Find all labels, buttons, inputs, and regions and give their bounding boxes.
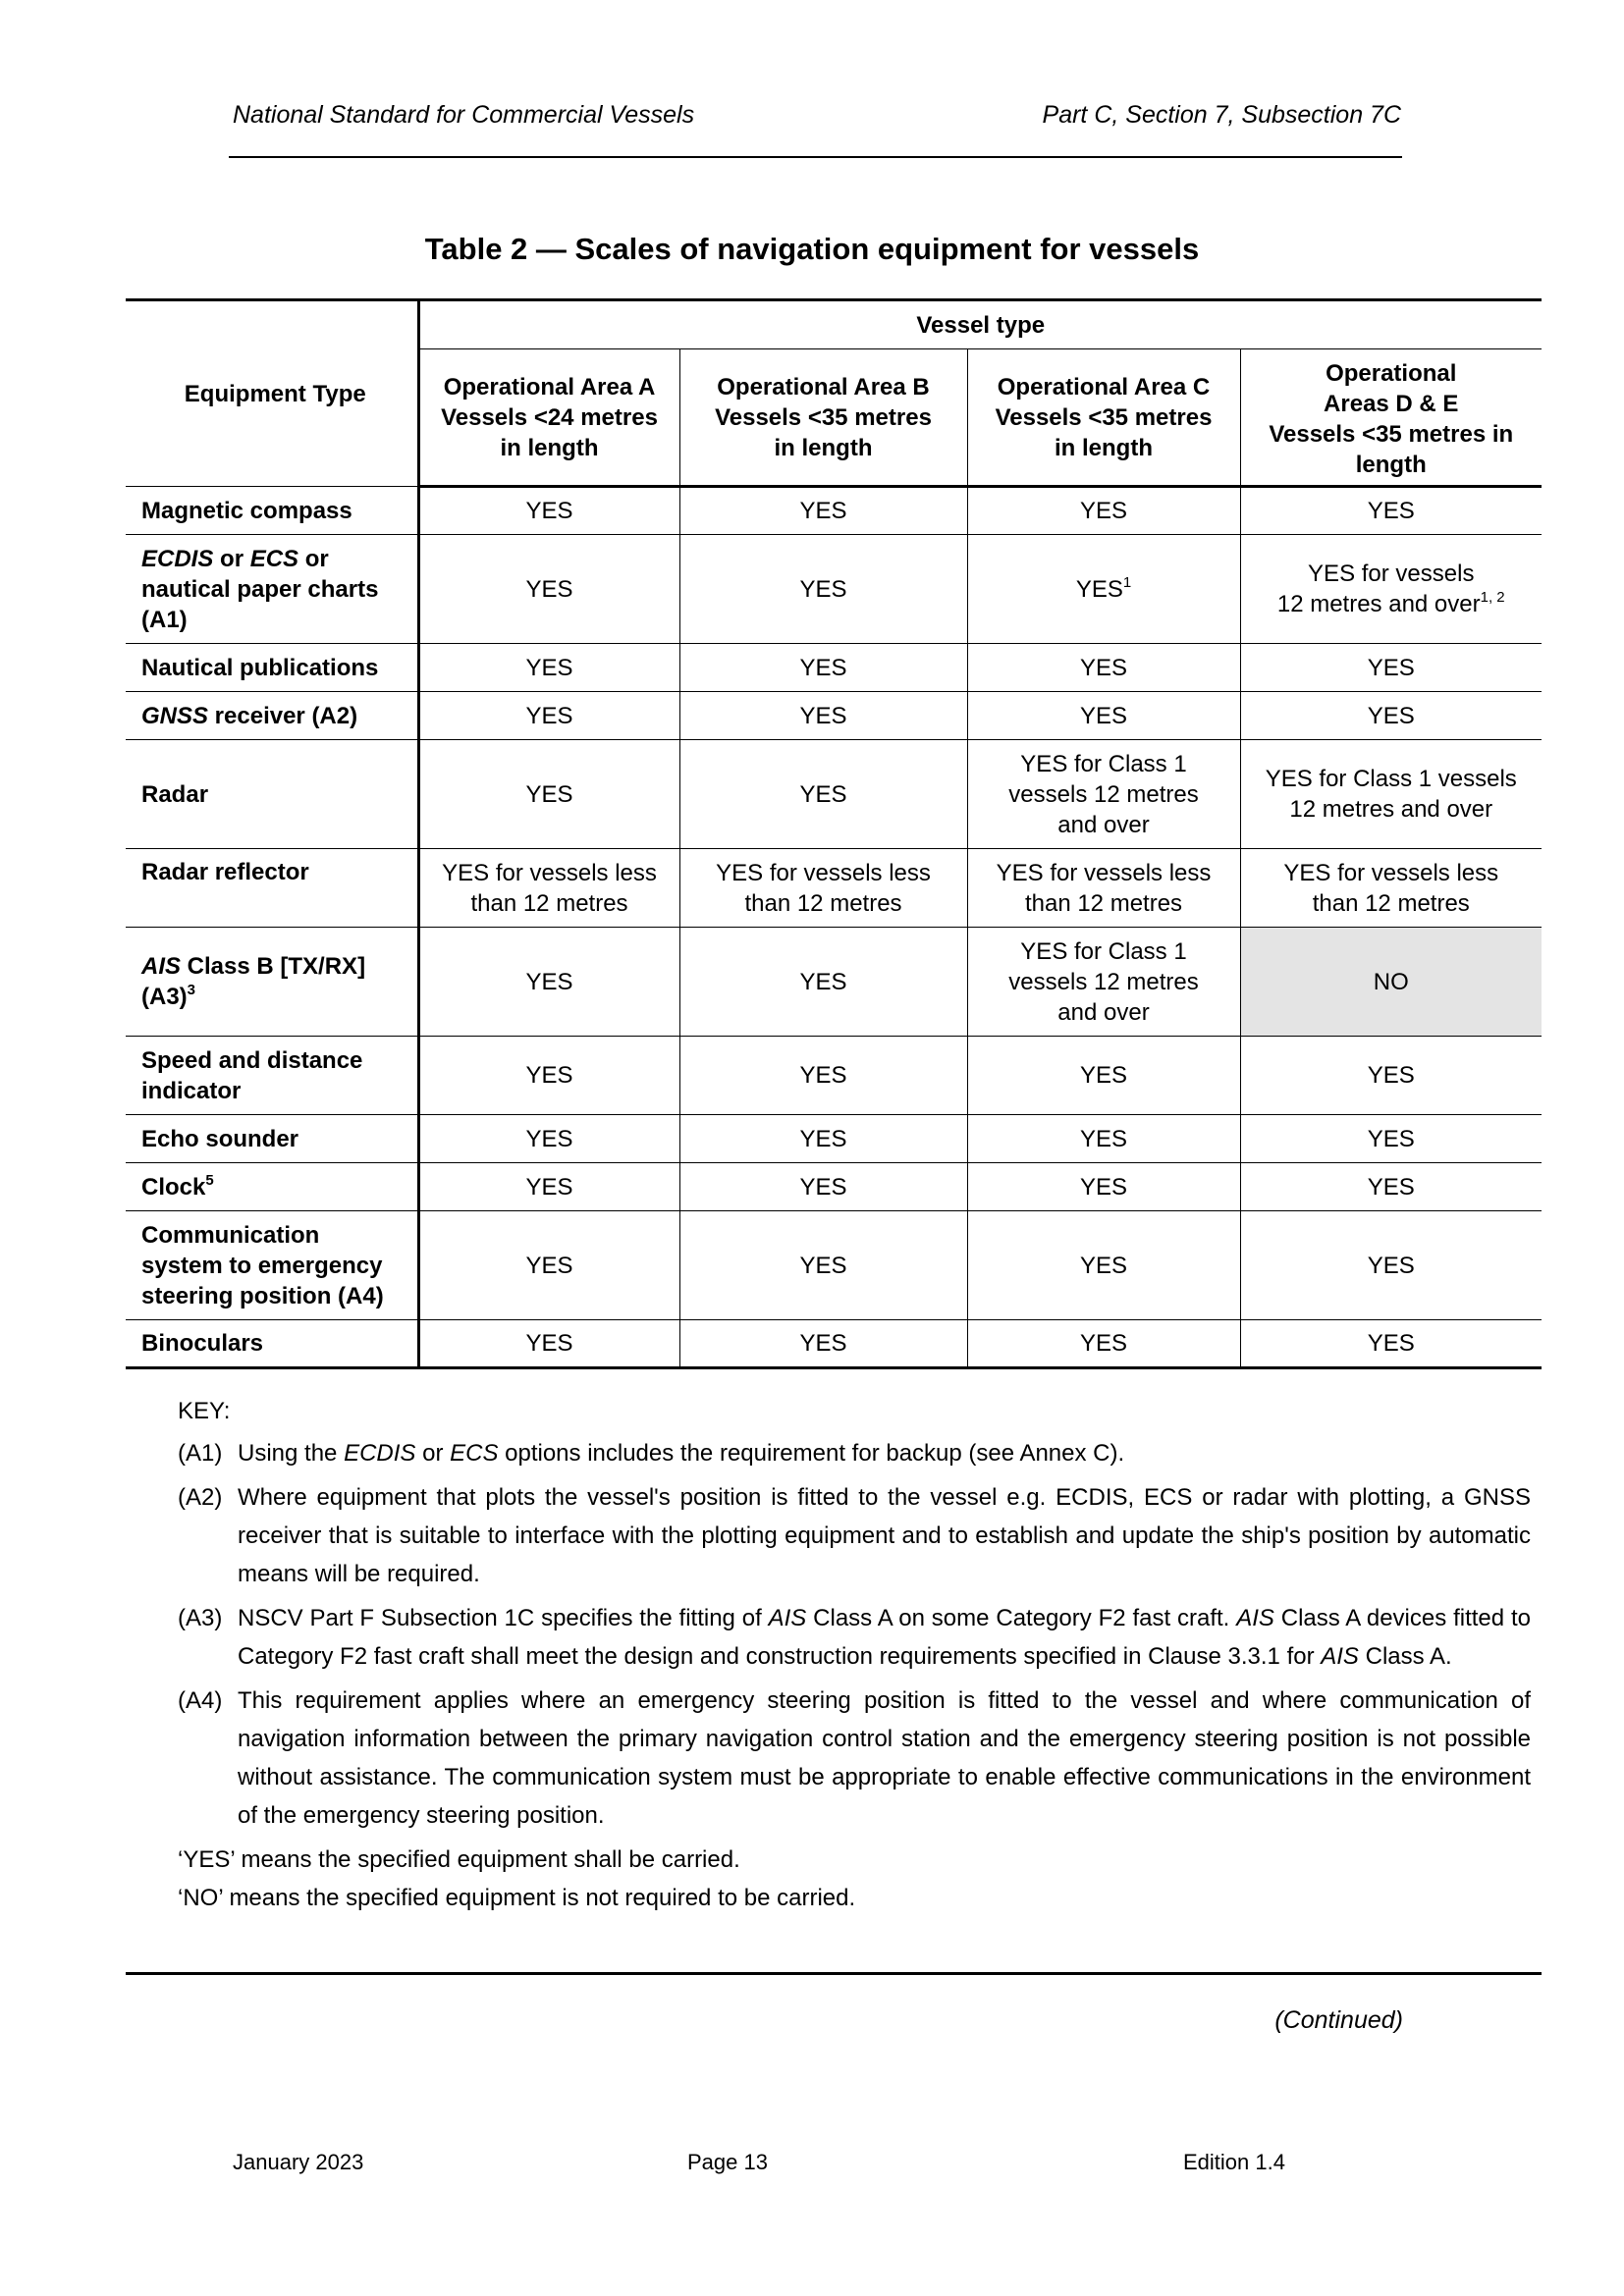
cell-area-c: YES [967,692,1240,740]
table-row [126,740,1542,849]
table-title: Table 2 — Scales of navigation equipment for vessels [424,232,1200,266]
cell-area-d-e: YES for vessels 12 metres and over$^{1, 2}$ [1240,535,1542,644]
header-divider [229,156,1402,158]
cell-area-d-e: YES for Class 1 vessels 12 metres and over [1240,740,1542,849]
cell-area-c: YES [967,1115,1240,1163]
cell-area-a: YES [418,644,679,692]
cell-area-a: YES [418,487,679,535]
table-row [126,644,1542,692]
cell-area-b: YES [679,692,967,740]
cell-area-b: YES [679,1115,967,1163]
key-item-a3: (A3) NSCV Part F Subsection 1C specifies the fitting of AIS Class A on some Category F2 fast craft. AIS Class A devices fitted to Category F2 fast craft shall meet the design and construction requirements specified in Clause 3.3.1 for AIS Class A. [178,1605,1531,1670]
cell-area-d-e: YES [1240,487,1542,535]
cell-area-a: YES [418,1320,679,1368]
table-row [126,535,1542,644]
row-label: Nautical publications [126,644,418,692]
cell-area-d-e: YES [1240,1320,1542,1368]
table-row [126,1163,1542,1211]
cell-area-d-e: YES [1240,644,1542,692]
cell-area-c: YES for vessels less than 12 metres [967,849,1240,928]
table-row [126,1211,1542,1320]
table-row [126,1115,1542,1163]
row-label: Radar reflector [126,849,418,928]
continued-note: (Continued) [1274,2006,1403,2034]
table-row [126,849,1542,928]
cell-area-d-e: YES [1240,1163,1542,1211]
cell-area-b: YES [679,535,967,644]
navigation-equipment-table [126,298,1542,1369]
row-label: Echo sounder [126,1115,418,1163]
row-label: Speed and distance indicator [126,1037,418,1115]
cell-area-b: YES for vessels less than 12 metres [679,849,967,928]
cell-area-a: YES [418,928,679,1037]
table-key [178,1392,1531,1917]
running-header-section: Part C, Section 7, Subsection 7C [1042,101,1401,129]
cell-area-a: YES for vessels less than 12 metres [418,849,679,928]
table-row [126,928,1542,1037]
cell-area-b: YES [679,487,967,535]
cell-area-c: YES [967,1211,1240,1320]
row-label: ECDIS or ECS or nautical paper charts (A1) [126,535,418,644]
footer-edition: Edition 1.4 [1183,2150,1285,2174]
row-label: Communication system to emergency steering position (A4) [126,1211,418,1320]
cell-area-d-e: YES [1240,692,1542,740]
cell-area-b: YES [679,1163,967,1211]
cell-area-a: YES [418,535,679,644]
cell-area-c: YES [967,487,1240,535]
key-yes-definition: ‘YES’ means the specified equipment shall be carried. [178,1846,740,1873]
key-title: KEY: [178,1398,231,1424]
cell-area-c: YES [967,1163,1240,1211]
row-label: Binoculars [126,1320,418,1368]
footer-date: January 2023 [233,2150,364,2174]
table-row [126,692,1542,740]
cell-area-a: YES [418,1211,679,1320]
cell-area-c: YES [967,1320,1240,1368]
cell-area-a: YES [418,1037,679,1115]
key-item-a4: (A4) This requirement applies where an emergency steering position is fitted to the vessel and where communication of navigation information between the primary navigation control station and the emergency steering position is not possible without assistance. The communication system must be appropriate to enable effective communications in the environment of the emergency steering position. [178,1687,1531,1829]
cell-area-c: YES for Class 1 vessels 12 metres and over [967,740,1240,849]
cell-area-b: YES [679,740,967,849]
cell-area-a: YES [418,1115,679,1163]
cell-area-b: YES [679,644,967,692]
cell-area-d-e: YES for vessels less than 12 metres [1240,849,1542,928]
cell-area-d-e: YES [1240,1211,1542,1320]
table-header-row [126,300,1542,349]
cell-area-c: YES for Class 1 vessels 12 metres and over [967,928,1240,1037]
col-header-area-b: Operational Area B Vessels <35 metres in length [679,349,967,487]
cell-area-a: YES [418,1163,679,1211]
table-bottom-divider [126,1972,1542,1975]
cell-area-d-e: YES [1240,1037,1542,1115]
row-label: AIS Class B [TX/RX] $(A3)^3$ [126,928,418,1037]
running-header-title: National Standard for Commercial Vessels [233,101,695,129]
cell-area-a: YES [418,692,679,740]
cell-area-c: YES [967,1037,1240,1115]
col-header-area-c: Operational Area C Vessels <35 metres in length [967,349,1240,487]
key-no-definition: ‘NO’ means the specified equipment is not required to be carried. [178,1885,856,1911]
vessel-type-header: Vessel type [418,300,1542,349]
equipment-type-header: Equipment Type [126,300,418,487]
footer-page-number: Page 13 [687,2150,768,2174]
cell-area-a: YES [418,740,679,849]
cell-area-b: YES [679,1037,967,1115]
table-row [126,1320,1542,1368]
table-row [126,487,1542,535]
row-label: Clock$^5$ [126,1163,418,1211]
key-item-a1: (A1) Using the ECDIS or ECS options includes the requirement for backup (see Annex C). [178,1440,1125,1467]
col-header-area-a: Operational Area A Vessels <24 metres in length [418,349,679,487]
row-label: Radar [126,740,418,849]
cell-area-b: YES [679,1320,967,1368]
row-label: GNSS receiver (A2) [126,692,418,740]
col-header-area-d-e: Operational Areas D & E Vessels <35 metres in length [1240,349,1542,487]
cell-area-d-e: YES [1240,1115,1542,1163]
cell-area-c: YES [967,644,1240,692]
table-row [126,1037,1542,1115]
cell-area-b: YES [679,1211,967,1320]
key-item-a2: (A2) Where equipment that plots the vessel's position is fitted to the vessel e.g. ECDIS, ECS or radar with plotting, a GNSS receiver that is suitable to interface with the plotting equipment and to establish and update the ship's position by automatic means will be required. [178,1484,1531,1587]
cell-area-c: YES$^1$ [967,535,1240,644]
row-label: Magnetic compass [126,487,418,535]
cell-area-d-e-shaded: NO [1240,928,1542,1037]
cell-area-b: YES [679,928,967,1037]
